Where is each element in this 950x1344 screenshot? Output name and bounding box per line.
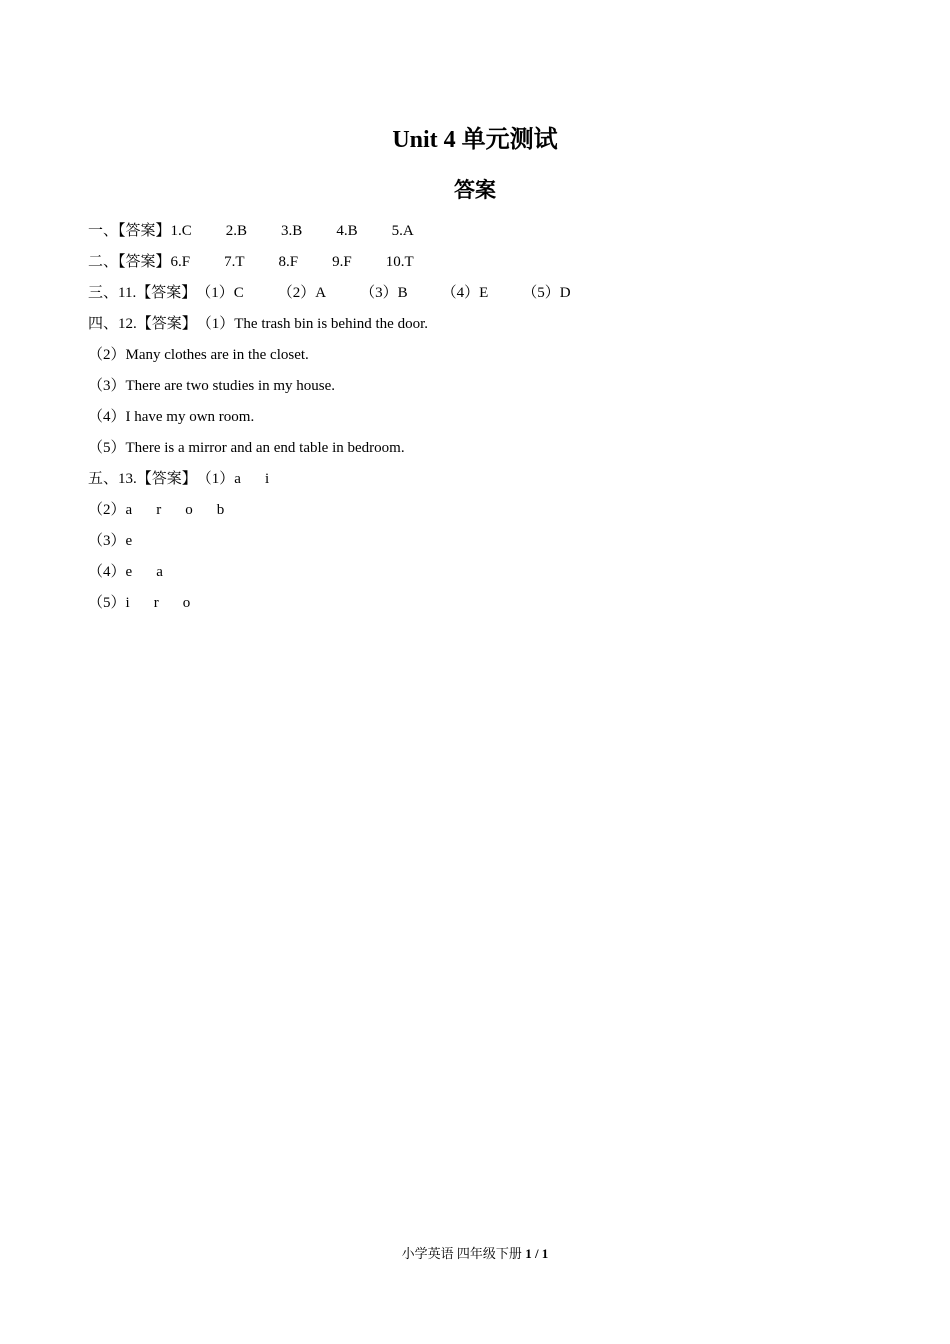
- answer-item: 7.T: [224, 254, 245, 270]
- answer-letter: r: [153, 595, 159, 611]
- answer-item: 2.B: [225, 223, 248, 239]
- page-number: 1 / 1: [525, 1246, 549, 1261]
- answer-line-5: [88, 342, 868, 373]
- answer-letter: b: [216, 502, 225, 518]
- answer-line-2: [88, 249, 868, 280]
- answer-sentence: （3）There are two studies in my house.: [88, 378, 336, 394]
- answer-sentence: （4）I have my own room.: [88, 409, 255, 425]
- answer-lead: （5）: [88, 595, 126, 611]
- answer-letter: o: [182, 595, 191, 611]
- answer-sentence: （1）The trash bin is behind the door.: [196, 316, 428, 332]
- answer-item: 3.B: [281, 223, 303, 239]
- answer-item: 4.B: [336, 223, 358, 239]
- answer-letter: a: [234, 471, 241, 487]
- answer-line-3: [88, 280, 868, 311]
- answer-line-9: [88, 466, 868, 497]
- footer-text: 小学英语 四年级下册: [401, 1246, 522, 1261]
- answer-item: 10.T: [385, 254, 414, 270]
- answer-prefix: 五、13.【答案】: [88, 471, 197, 487]
- answer-item: （3）B: [360, 285, 408, 301]
- answer-letter: i: [125, 595, 130, 611]
- answer-content: [88, 218, 868, 621]
- answer-item: 8.F: [278, 254, 299, 270]
- answer-lead: （1）: [196, 471, 235, 487]
- answer-sentence: （2）Many clothes are in the closet.: [88, 347, 309, 363]
- answer-line-1: [88, 218, 868, 249]
- answer-letter: e: [125, 533, 133, 549]
- answer-line-13: [88, 590, 868, 621]
- answer-lead: （3）: [88, 533, 126, 549]
- answer-item: （4）E: [441, 285, 489, 301]
- answer-letter: o: [185, 502, 193, 518]
- page-footer: [0, 1244, 950, 1264]
- answer-line-12: [88, 559, 868, 590]
- answer-line-8: [88, 435, 868, 466]
- answer-item: 5.A: [391, 223, 414, 239]
- answer-prefix: 二、【答案】: [88, 254, 171, 270]
- answer-letter: i: [264, 471, 270, 487]
- answer-line-7: [88, 404, 868, 435]
- answer-heading: 答案: [454, 178, 496, 202]
- answer-lead: （2）: [88, 502, 126, 518]
- answer-prefix: 一、【答案】: [88, 223, 171, 239]
- answer-letter: a: [125, 502, 133, 518]
- answer-letter: e: [125, 564, 133, 580]
- answer-item: 9.F: [332, 254, 352, 270]
- answer-line-10: [88, 497, 868, 528]
- answer-letter: a: [156, 564, 163, 580]
- answer-item: 6.F: [170, 254, 191, 270]
- answer-lead: （4）: [88, 564, 126, 580]
- answer-line-4: [88, 311, 868, 342]
- answer-item: （1）C: [196, 285, 244, 301]
- answer-line-11: [88, 528, 868, 559]
- answer-sentence: （5）There is a mirror and an end table in bedroom.: [88, 440, 405, 456]
- answer-item: （5）D: [522, 285, 571, 301]
- document-title: Unit 4 单元测试: [392, 127, 558, 153]
- answer-item: 1.C: [170, 223, 192, 239]
- answer-prefix: 三、11.【答案】: [88, 285, 197, 301]
- answer-letter: r: [156, 502, 162, 518]
- answer-line-6: [88, 373, 868, 404]
- answer-item: （2）A: [277, 285, 327, 301]
- answer-prefix: 四、12.【答案】: [88, 316, 197, 332]
